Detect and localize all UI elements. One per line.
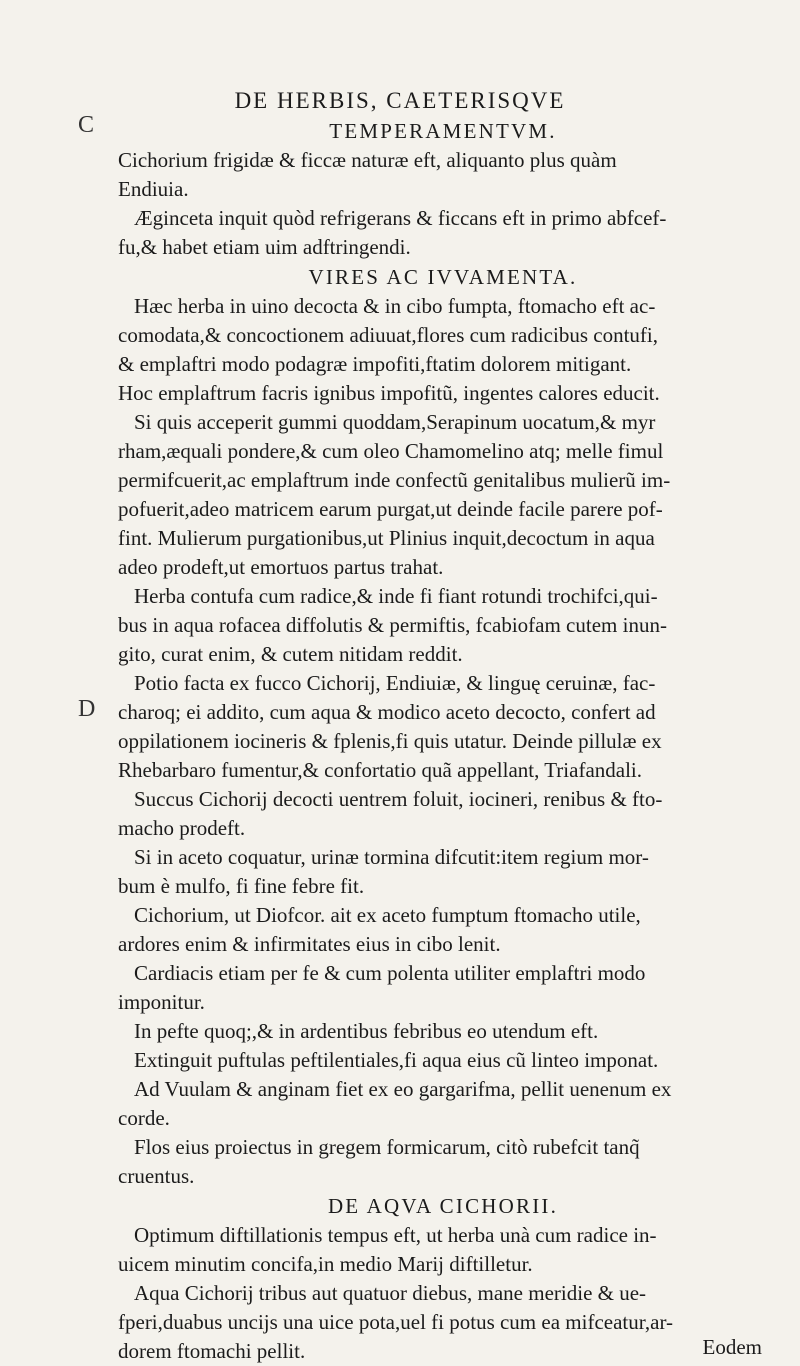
text-line: Si in aceto coquatur, urinæ tormina difcutit:item regium mor- bbox=[134, 845, 649, 869]
text-line: Optimum diftillationis tempus eft, ut herba unà cum radice in- bbox=[134, 1223, 657, 1247]
text-line: macho prodeft. bbox=[118, 816, 246, 840]
text-line: Herba contufa cum radice,& inde fi fiant rotundi trochifci,qui- bbox=[134, 584, 658, 608]
text-line: uicem minutim concifa,in medio Marij diftilletur. bbox=[118, 1252, 533, 1276]
text-line: Cichorium frigidæ & ficcæ naturæ eft, aliquanto plus quàm bbox=[118, 148, 617, 172]
text-line: Si quis acceperit gummi quoddam,Serapinum uocatum,& myr bbox=[134, 410, 656, 434]
text-line: rham,æquali pondere,& cum oleo Chamomelino atq; melle fimul bbox=[118, 439, 664, 463]
margin-letter-d: D bbox=[78, 696, 96, 722]
text-line: & emplaftri modo podagræ impofiti,ftatim dolorem mitigant. bbox=[118, 352, 632, 376]
text-line: permifcuerit,ac emplaftrum inde confectũ genitalibus mulierũ im- bbox=[118, 468, 671, 492]
text-line: pofuerit,adeo matricem earum purgat,ut deinde facile parere pof- bbox=[118, 497, 663, 521]
text-line: charoq; ei addito, cum aqua & modico aceto decocto, confert ad bbox=[118, 700, 656, 724]
text-line: oppilationem iocineris & fplenis,fi quis utatur. Deinde pillulæ ex bbox=[118, 729, 662, 753]
text-line: Cardiacis etiam per fe & cum polenta utiliter emplaftri modo bbox=[134, 961, 646, 985]
catchword: Eodem bbox=[702, 1337, 762, 1359]
text-line: fint. Mulierum purgationibus,ut Plinius inquit,decoctum in aqua bbox=[118, 526, 655, 550]
text-line: imponitur. bbox=[118, 990, 205, 1014]
text-line: Flos eius proiectus in gregem formicarum, citò rubefcit tanq̃ bbox=[134, 1135, 640, 1159]
text-line: bus in aqua rofacea diffolutis & permiftis, fcabiofam cutem inun- bbox=[118, 613, 667, 637]
heading-vires: VIRES AC IVVAMENTA. bbox=[308, 265, 578, 289]
heading-temperamentum: TEMPERAMENTVM. bbox=[329, 119, 557, 143]
text-line: comodata,& concoctionem adiuuat,flores cum radicibus contufi, bbox=[118, 323, 658, 347]
text-line: gito, curat enim, & cutem nitidam reddit. bbox=[118, 642, 463, 666]
running-head: DE HERBIS, CAETERISQVE bbox=[234, 88, 566, 113]
text-line: Ad Vuulam & anginam fiet ex eo gargarifma, pellit uenenum ex bbox=[134, 1077, 672, 1101]
text-line: Aqua Cichorij tribus aut quatuor diebus, mane meridie & ue- bbox=[134, 1281, 647, 1305]
text-line: Potio facta ex fucco Cichorij, Endiuiæ, & linguę ceruinæ, fac- bbox=[134, 671, 656, 695]
text-line: ardores enim & infirmitates eius in cibo lenit. bbox=[118, 932, 501, 956]
text-line-last bbox=[118, 1337, 768, 1366]
text-line: Hæc herba in uino decocta & in cibo fumpta, ftomacho eft ac- bbox=[134, 294, 656, 318]
main-text-block bbox=[118, 116, 768, 1366]
text-line: adeo prodeft,ut emortuos partus trahat. bbox=[118, 555, 444, 579]
heading-aqua: DE AQVA CICHORII. bbox=[327, 1194, 559, 1218]
text-line: In pefte quoq;,& in ardentibus febribus eo utendum eft. bbox=[134, 1019, 599, 1043]
text-line: fu,& habet etiam uim adftringendi. bbox=[118, 235, 411, 259]
text-line: bum è mulfo, fi fine febre fit. bbox=[118, 874, 365, 898]
text-line: Rhebarbaro fumentur,& confortatio quã appellant, Triafandali. bbox=[118, 758, 643, 782]
text-line: dorem ftomachi pellit. bbox=[118, 1339, 306, 1363]
text-line: Hoc emplaftrum facris ignibus impofitũ, ingentes calores educit. bbox=[118, 381, 660, 405]
text-line: Æginceta inquit quòd refrigerans & ficcans eft in primo abfcef- bbox=[134, 206, 667, 230]
text-line: Extinguit puftulas peftilentiales,fi aqua eius cũ linteo imponat. bbox=[134, 1048, 659, 1072]
text-line: Succus Cichorij decocti uentrem foluit, iocineri, renibus & fto- bbox=[134, 787, 663, 811]
text-line: cruentus. bbox=[118, 1164, 195, 1188]
text-line: corde. bbox=[118, 1106, 170, 1130]
text-line: fperi,duabus uncijs una uice pota,uel fi potus cum ea mifceatur,ar- bbox=[118, 1310, 674, 1334]
margin-letter-c: C bbox=[78, 112, 95, 138]
text-line: Cichorium, ut Diofcor. ait ex aceto fumptum ftomacho utile, bbox=[134, 903, 641, 927]
text-line: Endiuia. bbox=[118, 177, 189, 201]
